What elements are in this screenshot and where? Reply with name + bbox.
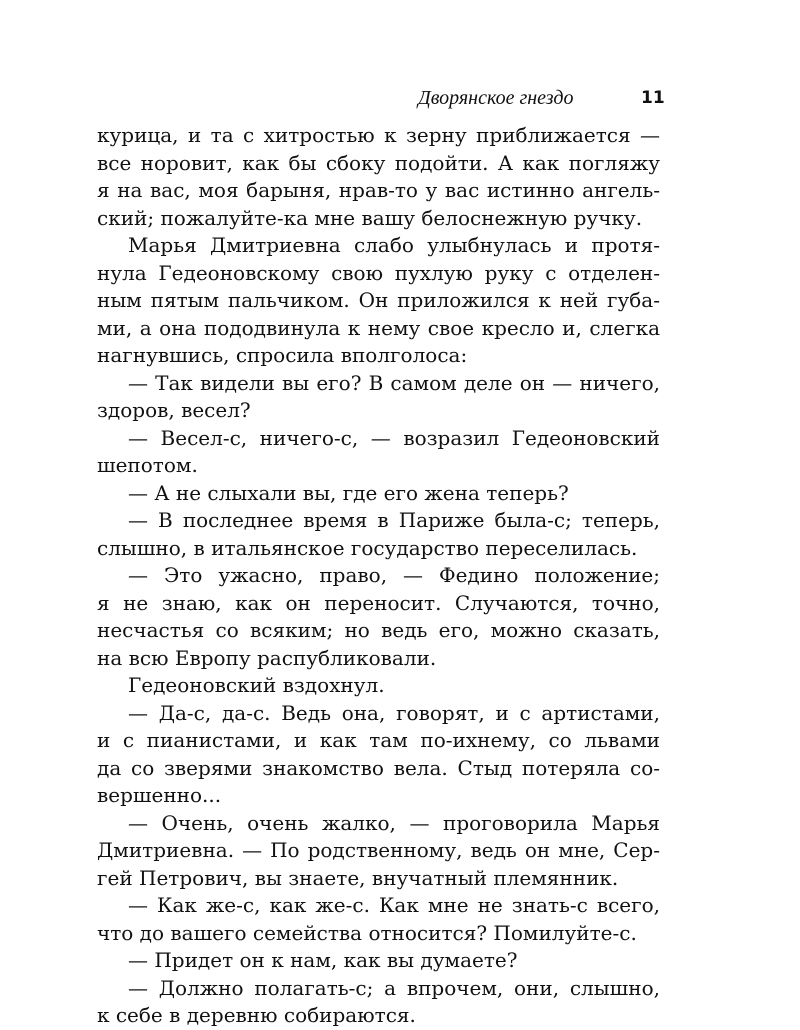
text-line: слышно, в итальянское государство переселилась. [97, 535, 638, 560]
running-title: Дворянское гнездо [418, 87, 574, 109]
text-line: — Очень, очень жалко, — проговорила Марья [128, 810, 660, 835]
text-line: гей Петрович, вы знаете, внучатный племянник. [97, 865, 619, 890]
text-line: Марья Дмитриевна слабо улыбнулась и протя- [128, 233, 660, 257]
text-line: Гедеоновский вздохнул. [128, 673, 385, 697]
text-line: к себе в деревню собираются. [97, 1003, 416, 1027]
text-line: что до вашего семейства относится? Помилуйте-с. [97, 920, 637, 945]
text-line: нула Гедеоновскому свою пухлую руку с отделен- [97, 260, 660, 285]
page-header [0, 86, 800, 114]
text-line: курица, и та с хитростью к зерну приближается — [97, 123, 660, 147]
text-line: — Это ужасно, право, — Федино положение; [128, 563, 660, 587]
text-line: ми, а она пододвинула к нему свое кресло и, слегка [97, 315, 660, 340]
text-line: ский; пожалуйте-ка мне вашу белоснежную ручку. [97, 205, 643, 230]
body-text [97, 122, 660, 1030]
text-line: вершенно... [97, 783, 222, 807]
text-line: все норовит, как бы сбоку подойти. А как погляжу [97, 150, 660, 175]
text-line: да со зверями знакомство вела. Стыд потеряла со- [97, 755, 660, 780]
text-line: ным пятым пальчиком. Он приложился к ней губа- [97, 288, 660, 312]
text-line: здоров, весел? [97, 398, 251, 422]
text-line: шепотом. [97, 453, 198, 477]
text-line: на всю Европу распубликовали. [97, 645, 437, 670]
text-line: — Как же-с, как же-с. Как мне не знать-с всего, [128, 893, 660, 917]
text-line: — А не слыхали вы, где его жена теперь? [128, 480, 569, 505]
text-line: я не знаю, как он переносит. Случаются, точно, [97, 590, 660, 615]
page-number: 11 [641, 88, 665, 108]
text-line: — Весел-с, ничего-с, — возразил Гедеоновский [128, 425, 660, 450]
text-line: — В последнее время в Париже была-с; теперь, [128, 508, 660, 532]
text-line: я на вас, моя барыня, нрав-то у вас истинно ангель- [97, 178, 660, 202]
text-line: — Должно полагать-с; а впрочем, они, слышно, [128, 975, 660, 1000]
text-line: — Да-с, да-с. Ведь она, говорят, и с артистами, [128, 700, 660, 725]
text-line: — Придет он к нам, как вы думаете? [128, 948, 518, 972]
text-line: и с пианистами, и как там по-ихнему, со львами [97, 728, 660, 752]
text-line: несчастья со всяким; но ведь его, можно сказать, [97, 618, 660, 642]
text-line: нагнувшись, спросила вполголоса: [97, 343, 468, 367]
text-line: — Так видели вы его? В самом деле он — ничего, [128, 370, 660, 395]
text-line: Дмитриевна. — По родственному, ведь он мне, Сер- [97, 838, 660, 862]
